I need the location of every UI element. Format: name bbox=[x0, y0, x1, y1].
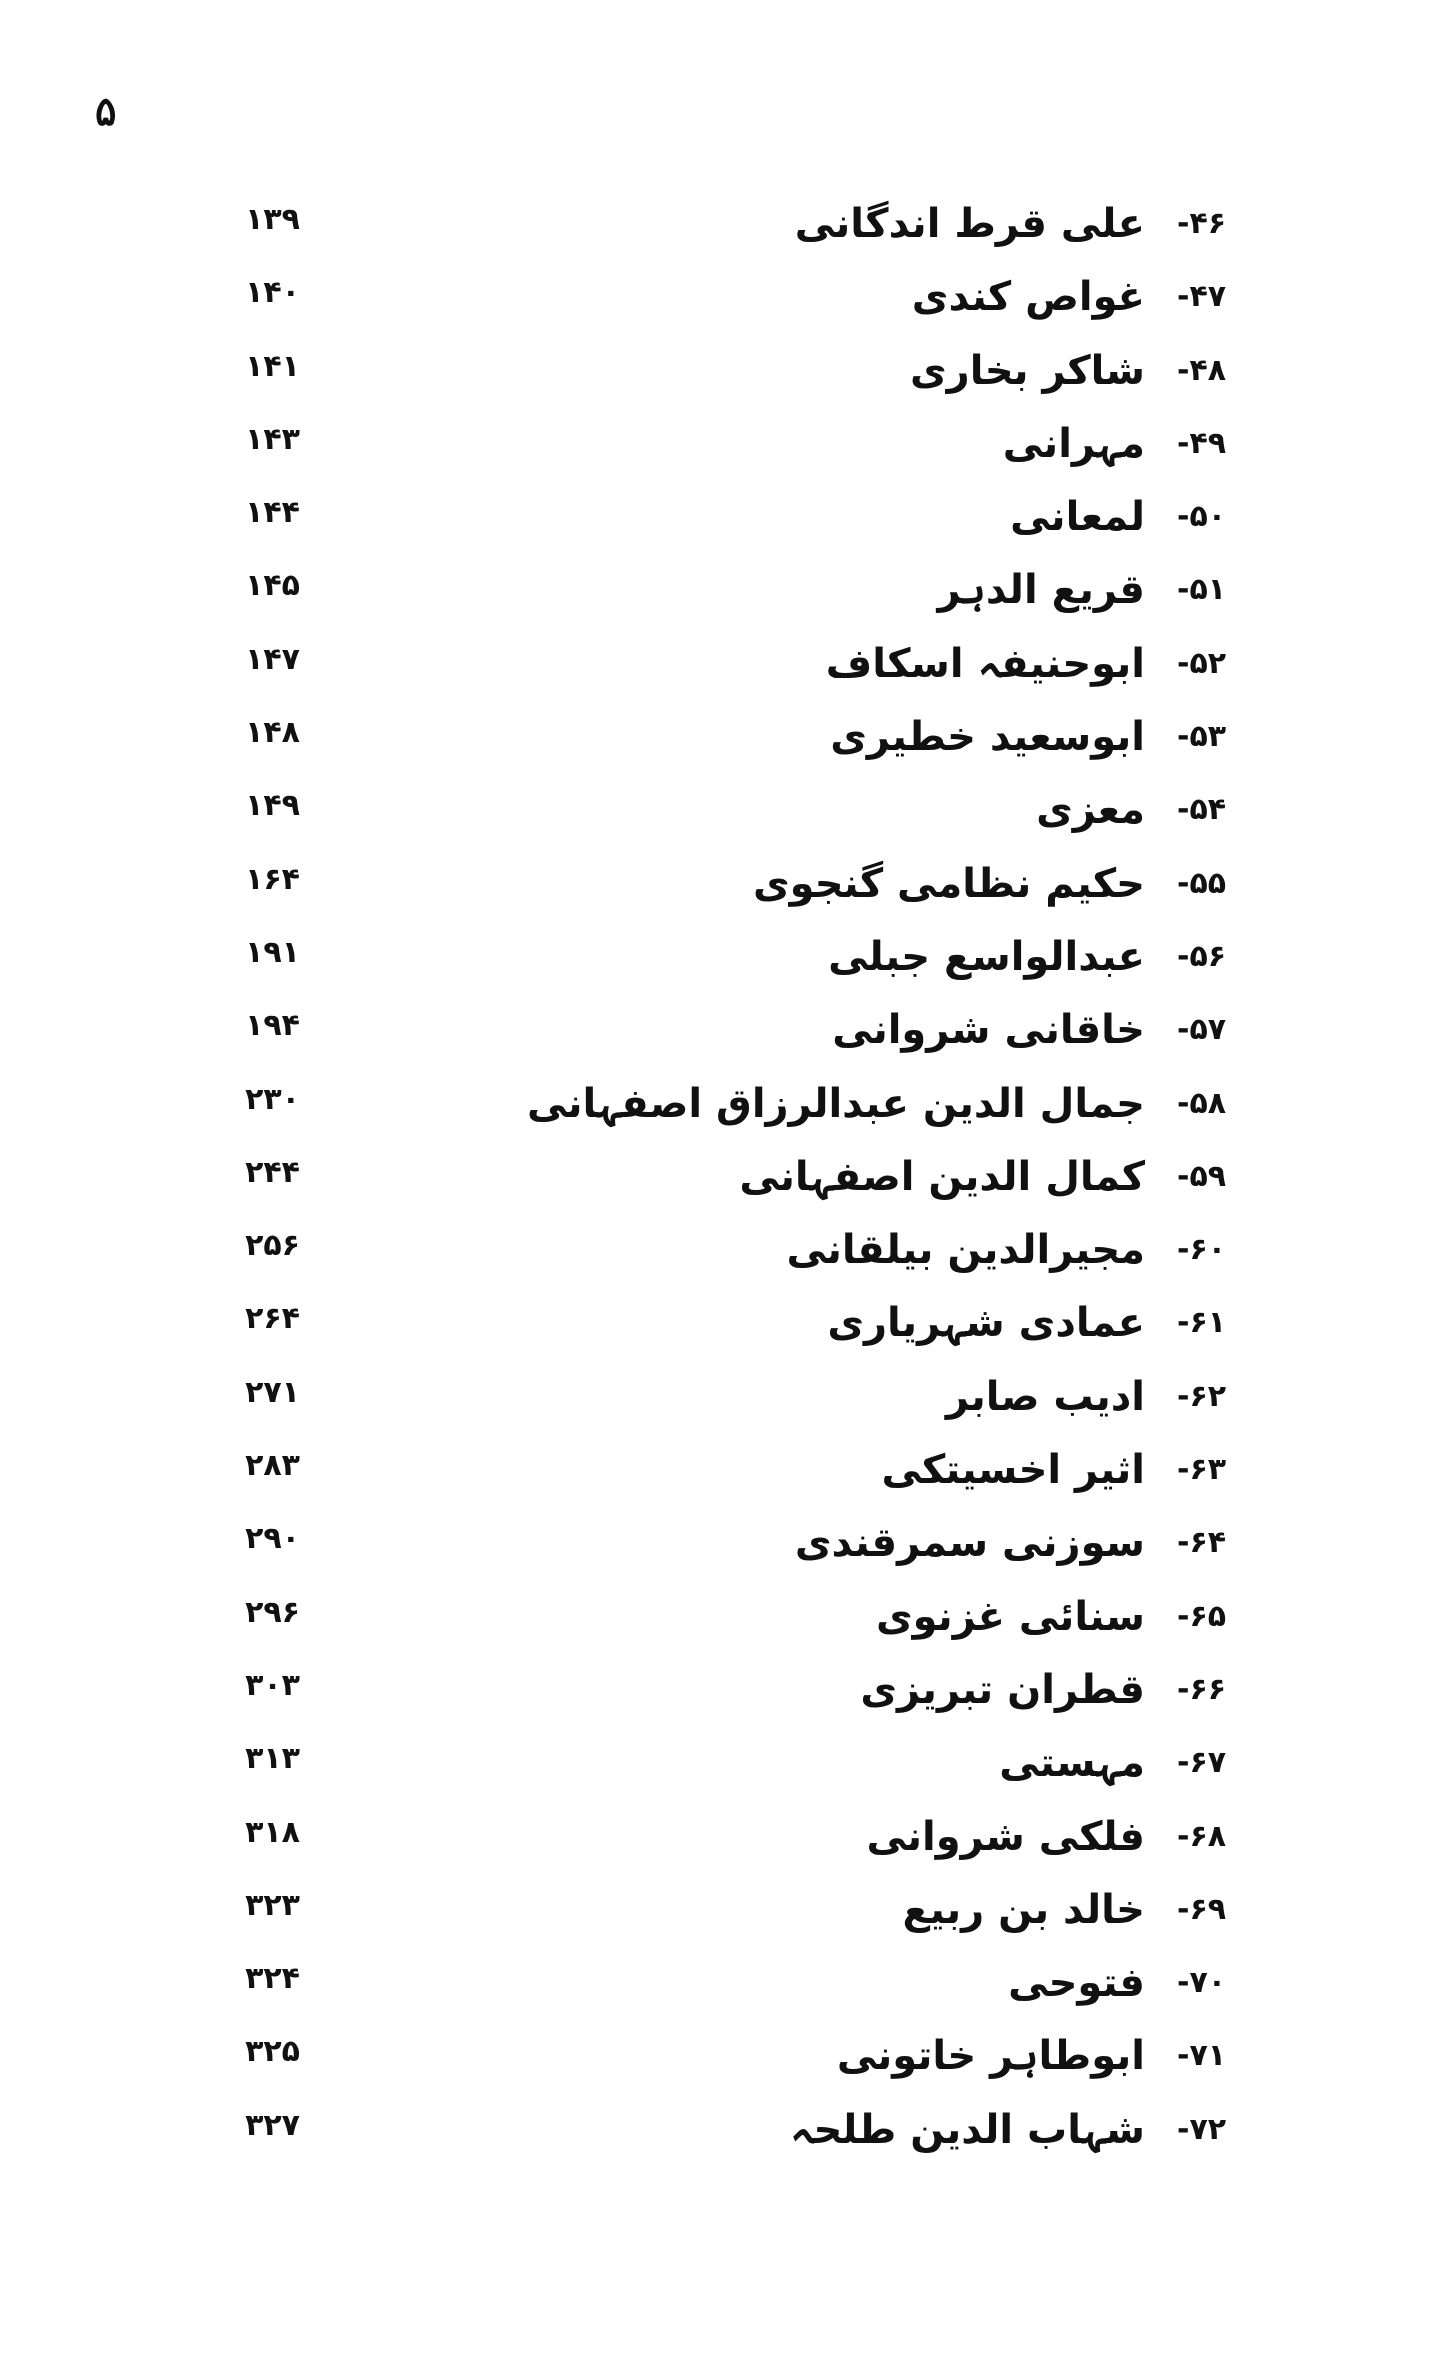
entry-page-number: ۳۲۳ bbox=[245, 1887, 300, 1923]
entry-page-number: ۳۱۳ bbox=[245, 1741, 300, 1777]
toc-entry bbox=[0, 196, 1445, 269]
entry-number: ۴۸- bbox=[1177, 352, 1227, 388]
entry-title: سنائی غزنوی bbox=[875, 1593, 1145, 1640]
toc-entry bbox=[0, 709, 1445, 782]
entry-page-number: ۲۵۶ bbox=[245, 1228, 300, 1264]
entry-title: عمادی شہریاری bbox=[827, 1300, 1145, 1347]
entry-page-number: ۱۳۹ bbox=[245, 202, 300, 237]
entry-number: ۵۴- bbox=[1177, 792, 1227, 828]
entry-title: مہستی bbox=[999, 1740, 1145, 1787]
toc-entry bbox=[0, 1882, 1445, 1955]
entry-number: ۵۷- bbox=[1177, 1012, 1227, 1048]
entry-number: ۵۹- bbox=[1177, 1158, 1227, 1194]
entry-page-number: ۳۱۸ bbox=[245, 1814, 300, 1850]
toc-entry bbox=[0, 1076, 1445, 1149]
entry-number: ۵۳- bbox=[1177, 719, 1227, 755]
entry-number: ۶۵- bbox=[1177, 1598, 1227, 1634]
entry-number: ۶۷- bbox=[1177, 1745, 1227, 1781]
entry-number: ۴۷- bbox=[1177, 279, 1227, 315]
entry-title: حکیم نظامی گنجوی bbox=[752, 860, 1145, 907]
entry-number: ۵۰- bbox=[1177, 499, 1227, 535]
entry-title: معزی bbox=[1036, 787, 1145, 834]
entry-title: ابوسعید خطیری bbox=[830, 714, 1145, 761]
entry-title: جمال الدین عبدالرزاق اصفہانی bbox=[527, 1080, 1145, 1127]
entry-number: ۷۰- bbox=[1177, 1965, 1227, 2001]
entry-page-number: ۱۴۱ bbox=[245, 348, 300, 384]
entry-number: ۶۰- bbox=[1177, 1232, 1227, 1268]
entry-page-number: ۳۰۳ bbox=[245, 1667, 300, 1703]
entry-number: ۶۱- bbox=[1177, 1305, 1227, 1341]
entry-number: ۵۸- bbox=[1177, 1085, 1227, 1121]
entry-page-number: ۳۲۷ bbox=[245, 2107, 300, 2143]
entry-title: کمال الدین اصفہانی bbox=[739, 1153, 1145, 1200]
entry-number: ۵۶- bbox=[1177, 938, 1227, 974]
toc-entry bbox=[0, 1662, 1445, 1735]
entry-number: ۶۸- bbox=[1177, 1818, 1227, 1854]
toc-entry bbox=[0, 562, 1445, 635]
entry-page-number: ۱۴۸ bbox=[245, 715, 300, 751]
entry-title: مہرانی bbox=[1002, 420, 1145, 467]
toc-entry bbox=[0, 856, 1445, 929]
toc-entry bbox=[0, 929, 1445, 1002]
toc-entry bbox=[0, 782, 1445, 855]
entry-number: ۵۱- bbox=[1177, 572, 1227, 608]
toc-entry bbox=[0, 1955, 1445, 2028]
entry-page-number: ۲۹۶ bbox=[245, 1594, 300, 1630]
table-of-contents bbox=[0, 196, 1445, 2175]
entry-page-number: ۱۹۱ bbox=[245, 934, 300, 970]
toc-entry bbox=[0, 1222, 1445, 1295]
entry-page-number: ۱۴۹ bbox=[245, 788, 300, 824]
toc-entry bbox=[0, 416, 1445, 489]
entry-page-number: ۲۹۰ bbox=[245, 1521, 300, 1557]
entry-number: ۶۳- bbox=[1177, 1452, 1227, 1488]
entry-page-number: ۱۶۴ bbox=[245, 861, 300, 897]
entry-title: علی قرط اندگانی bbox=[794, 201, 1145, 247]
entry-number: ۴۶- bbox=[1177, 206, 1227, 241]
entry-title: شاکر بخاری bbox=[910, 347, 1145, 394]
entry-number: ۶۲- bbox=[1177, 1378, 1227, 1414]
entry-page-number: ۲۴۴ bbox=[245, 1154, 300, 1190]
entry-page-number: ۲۶۴ bbox=[245, 1301, 300, 1337]
entry-title: قریع الدہر bbox=[937, 567, 1145, 614]
toc-entry bbox=[0, 269, 1445, 342]
entry-title: ابوطاہر خاتونی bbox=[836, 2033, 1145, 2080]
entry-number: ۴۹- bbox=[1177, 425, 1227, 461]
entry-title: قطران تبریزی bbox=[860, 1666, 1145, 1713]
toc-entry bbox=[0, 1442, 1445, 1515]
entry-number: ۶۹- bbox=[1177, 1891, 1227, 1927]
entry-page-number: ۱۴۵ bbox=[245, 568, 300, 604]
entry-page-number: ۳۲۴ bbox=[245, 1961, 300, 1997]
page-number: ۵ bbox=[95, 88, 117, 135]
entry-title: فتوحی bbox=[1008, 1960, 1145, 2007]
entry-title: عبدالواسع جبلی bbox=[828, 933, 1145, 980]
entry-title: ادیب صابر bbox=[945, 1373, 1145, 1420]
entry-title: مجیرالدین بیلقانی bbox=[786, 1227, 1145, 1274]
entry-number: ۵۲- bbox=[1177, 645, 1227, 681]
entry-page-number: ۲۳۰ bbox=[245, 1081, 300, 1117]
entry-page-number: ۲۸۳ bbox=[245, 1448, 300, 1484]
entry-page-number: ۱۴۷ bbox=[245, 641, 300, 677]
toc-entry bbox=[0, 2028, 1445, 2101]
entry-page-number: ۱۴۰ bbox=[245, 275, 300, 311]
toc-entry bbox=[0, 343, 1445, 416]
entry-title: خالد بن ربیع bbox=[902, 1886, 1145, 1933]
entry-page-number: ۱۴۳ bbox=[245, 421, 300, 457]
toc-entry bbox=[0, 1589, 1445, 1662]
toc-entry bbox=[0, 1809, 1445, 1882]
entry-page-number: ۱۴۴ bbox=[245, 495, 300, 531]
entry-number: ۶۶- bbox=[1177, 1671, 1227, 1707]
entry-number: ۷۲- bbox=[1177, 2111, 1227, 2147]
entry-title: خاقانی شروانی bbox=[832, 1007, 1145, 1054]
toc-entry bbox=[0, 1002, 1445, 1075]
entry-number: ۵۵- bbox=[1177, 865, 1227, 901]
entry-title: ابوحنیفہ اسکاف bbox=[825, 640, 1145, 687]
toc-entry bbox=[0, 1735, 1445, 1808]
entry-number: ۷۱- bbox=[1177, 2038, 1227, 2074]
toc-entry bbox=[0, 1515, 1445, 1588]
entry-title: شہاب الدین طلحہ bbox=[790, 2106, 1145, 2153]
entry-title: لمعانی bbox=[1010, 494, 1145, 541]
toc-entry bbox=[0, 2102, 1445, 2175]
entry-title: اثیر اخسیتکی bbox=[881, 1447, 1145, 1494]
entry-page-number: ۳۲۵ bbox=[245, 2034, 300, 2070]
toc-entry bbox=[0, 1149, 1445, 1222]
toc-entry bbox=[0, 489, 1445, 562]
toc-entry bbox=[0, 1369, 1445, 1442]
entry-number: ۶۴- bbox=[1177, 1525, 1227, 1561]
entry-title: فلکی شروانی bbox=[866, 1813, 1145, 1860]
toc-entry bbox=[0, 1295, 1445, 1368]
entry-title: سوزنی سمرقندی bbox=[794, 1520, 1145, 1567]
entry-title: غواص کندی bbox=[911, 274, 1145, 321]
entry-page-number: ۲۷۱ bbox=[245, 1374, 300, 1410]
entry-page-number: ۱۹۴ bbox=[245, 1008, 300, 1044]
toc-entry bbox=[0, 636, 1445, 709]
